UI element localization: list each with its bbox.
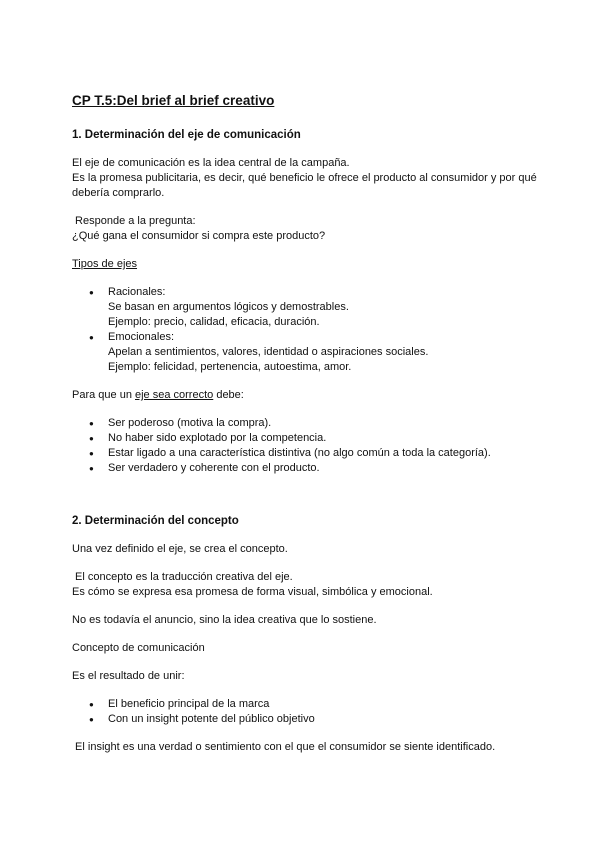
concept-p5: El insight es una verdad o sentimiento con el que el consumidor se siente identificado. — [72, 741, 496, 753]
type-label: ● Emocionales: — [108, 331, 175, 343]
type-label: ● Racionales: — [108, 286, 166, 298]
intro-line-1: El eje de comunicación es la idea central de la campaña. — [72, 157, 350, 169]
types-heading — [72, 257, 542, 272]
list-item: ● Ser verdadero y coherente con el producto. — [72, 461, 542, 476]
concept-p3: No es todavía el anuncio, sino la idea creativa que lo sostiene. — [72, 614, 377, 626]
question-line-1: Responde a la pregunta: — [72, 215, 196, 227]
type-desc: Se basan en argumentos lógicos y demostrables. — [108, 301, 349, 313]
concept-subheading: Concepto de comunicación — [72, 642, 205, 654]
concept-p2-line-2: Es cómo se expresa esa promesa de forma visual, simbólica y emocional. — [72, 586, 433, 598]
section-1-question — [72, 214, 542, 244]
type-example: Ejemplo: felicidad, pertenencia, autoestima, amor. — [108, 361, 352, 373]
list-item — [72, 330, 542, 375]
section-spacer — [72, 476, 542, 514]
list-item: ● Estar ligado a una característica distintiva (no algo común a toda la categoría). — [72, 446, 542, 461]
question-line-2: ¿Qué gana el consumidor si compra este producto? — [72, 230, 326, 242]
correct-prefix: Para que un — [72, 389, 135, 401]
concept-p1: Una vez definido el eje, se crea el concepto. — [72, 543, 288, 555]
types-heading-text: Tipos de ejes — [72, 258, 138, 270]
list-item: ● No haber sido explotado por la competencia. — [72, 431, 542, 446]
list-item: ● Con un insight potente del público objetivo — [72, 712, 542, 727]
section-1-heading: 1. Determinación del eje de comunicación — [72, 129, 301, 141]
correct-suffix: debe: — [213, 389, 244, 401]
correct-link: eje sea correcto — [135, 389, 214, 401]
document-title: CP T.5:Del brief al brief creativo — [72, 93, 275, 108]
concept-p2 — [72, 570, 542, 600]
document-page — [72, 92, 542, 755]
section-1-intro — [72, 156, 542, 201]
requirements-list — [72, 416, 542, 476]
concept-items-list — [72, 697, 542, 727]
intro-line-2: Es la promesa publicitaria, es decir, qué beneficio le ofrece el producto al consumidor y por qué debería comprarlo. — [72, 172, 537, 199]
concept-p4: Es el resultado de unir: — [72, 670, 185, 682]
concept-p2-line-1: El concepto es la traducción creativa del eje. — [72, 571, 293, 583]
section-2-heading: 2. Determinación del concepto — [72, 515, 239, 527]
list-item: ● El beneficio principal de la marca — [72, 697, 542, 712]
type-example: Ejemplo: precio, calidad, eficacia, duración. — [108, 316, 320, 328]
list-item: ● Ser poderoso (motiva la compra). — [72, 416, 542, 431]
list-item — [72, 285, 542, 330]
types-list — [72, 285, 542, 375]
correct-axis-intro — [72, 388, 542, 403]
type-desc: Apelan a sentimientos, valores, identidad o aspiraciones sociales. — [108, 346, 429, 358]
